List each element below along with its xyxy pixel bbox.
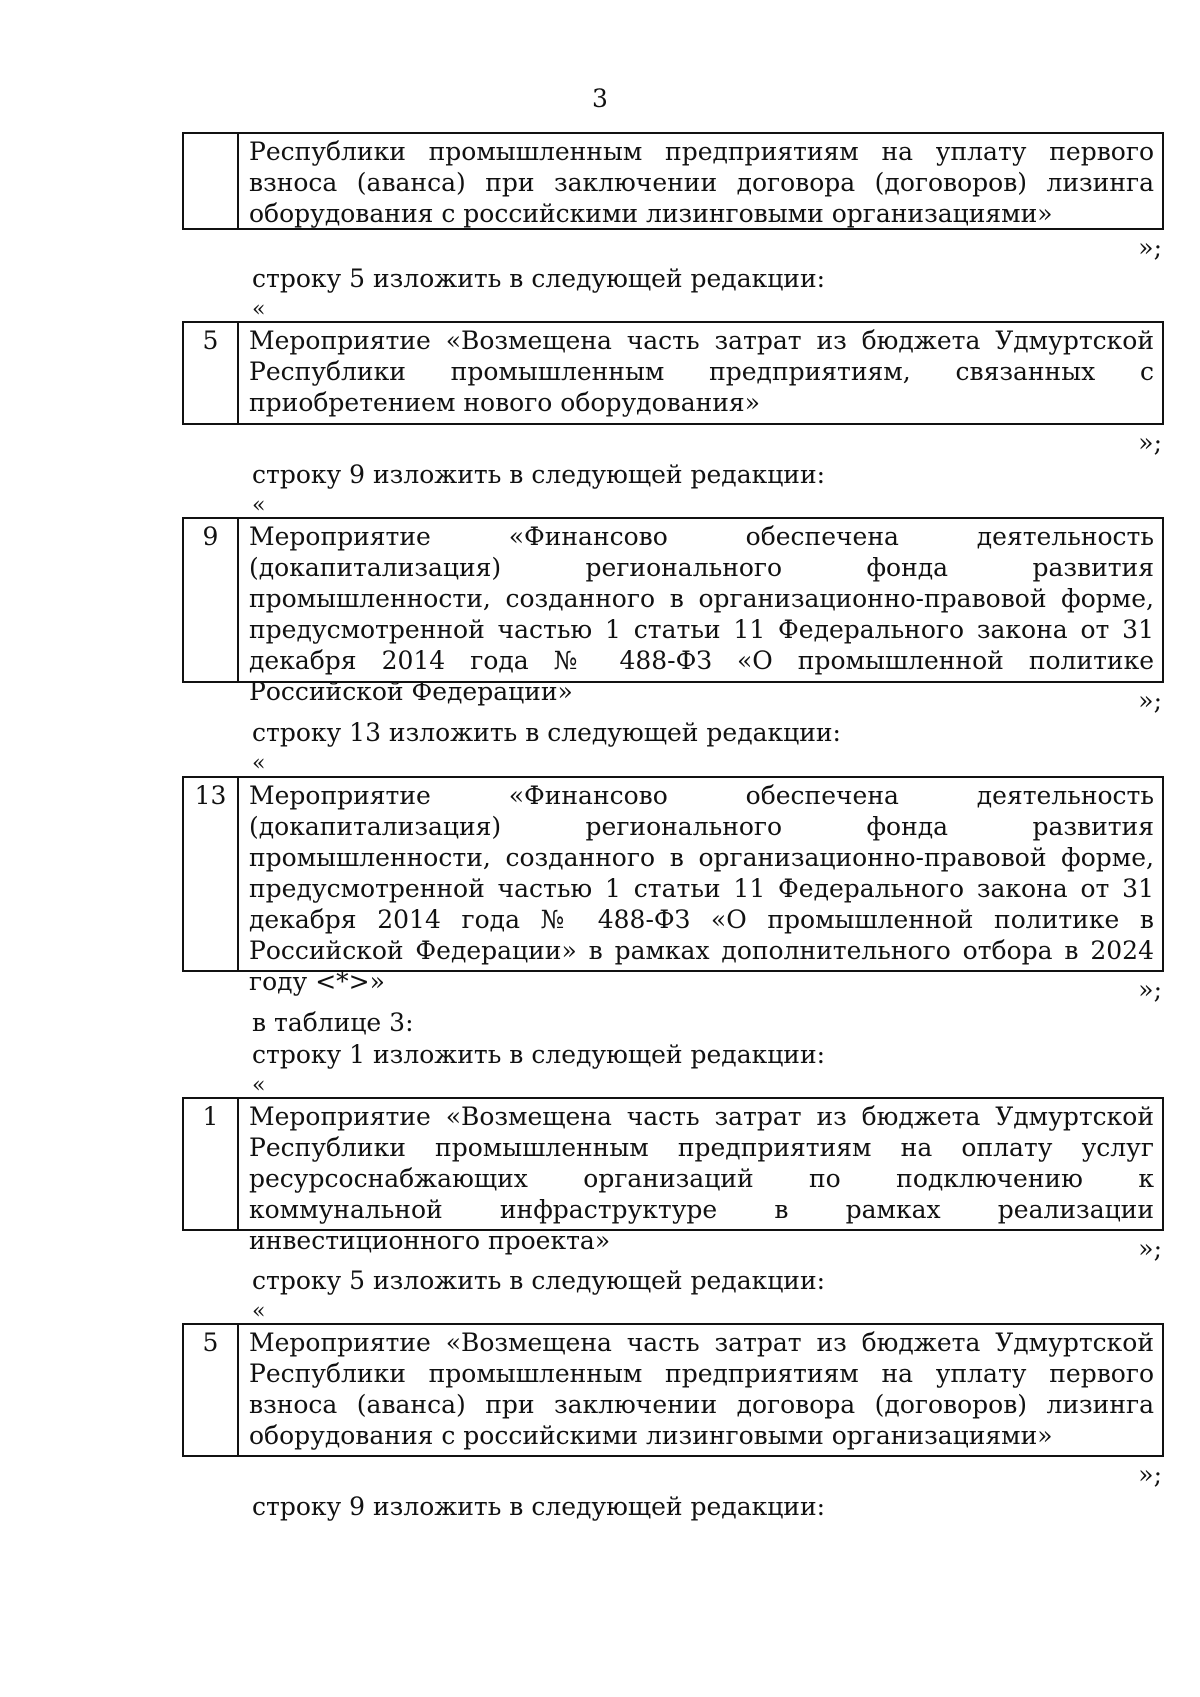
row-text: Мероприятие «Возмещена часть затрат из бюджета Удмуртской Республики промышленным предприятиям на оплату услуг ресурсоснабжающих организаций по подключению к коммунальной инфраструктуре в рамках реализации инвестиционного проекта» [249, 1102, 1154, 1255]
table-row [182, 517, 1164, 706]
closing-quote: »; [1138, 233, 1162, 262]
table-row [182, 1323, 1164, 1457]
table-row [182, 776, 1164, 996]
table-row [182, 1097, 1164, 1255]
instruction-text: в таблице 3: [252, 1008, 414, 1037]
table-row [182, 321, 1164, 425]
closing-quote: »; [1138, 975, 1162, 1004]
opening-quote: « [252, 1299, 266, 1324]
opening-quote: « [252, 297, 266, 322]
row-text: Мероприятие «Возмещена часть затрат из бюджета Удмуртской Республики промышленным предприятиям, связанных с приобретением нового оборудования» [249, 326, 1154, 417]
instruction-text: строку 9 изложить в следующей редакции: [252, 1492, 826, 1521]
row-text: Мероприятие «Финансово обеспечена деятельность (докапитализация) регионального фонда развития промышленности, созданного в организационно-правовой форме, предусмотренной частью 1 статьи 11 Федерального закона от 31 декабря 2014 года № 488-ФЗ «О промышленной политике в Российской Федерации» в рамках дополнительного отбора в 2024 году <*>» [249, 781, 1154, 996]
instruction-text: строку 5 изложить в следующей редакции: [252, 264, 826, 293]
page-number: 3 [592, 84, 608, 113]
opening-quote: « [252, 751, 266, 776]
row-number: 9 [184, 519, 239, 681]
row-text: Республики промышленным предприятиям на уплату первого взноса (аванса) при заключении договора (договоров) лизинга оборудования с российскими лизинговыми организациями» [249, 137, 1154, 228]
row-text: Мероприятие «Возмещена часть затрат из бюджета Удмуртской Республики промышленным предприятиям на уплату первого взноса (аванса) при заключении договора (договоров) лизинга оборудования с российскими лизинговыми организациями» [249, 1328, 1154, 1450]
instruction-text: строку 5 изложить в следующей редакции: [252, 1266, 826, 1295]
row-number: 5 [184, 323, 239, 423]
instruction-text: строку 13 изложить в следующей редакции: [252, 718, 841, 747]
instruction-text: строку 9 изложить в следующей редакции: [252, 460, 826, 489]
closing-quote: »; [1138, 1460, 1162, 1489]
closing-quote: »; [1138, 428, 1162, 457]
opening-quote: « [252, 493, 266, 518]
table-row [182, 132, 1164, 230]
row-number: 1 [184, 1099, 239, 1229]
closing-quote: »; [1138, 1234, 1162, 1263]
instruction-text: строку 1 изложить в следующей редакции: [252, 1040, 826, 1069]
row-text: Мероприятие «Финансово обеспечена деятельность (докапитализация) регионального фонда развития промышленности, созданного в организационно-правовой форме, предусмотренной частью 1 статьи 11 Федерального закона от 31 декабря 2014 года № 488-ФЗ «О промышленной политике Российской Федерации» [249, 522, 1154, 706]
row-number: 5 [184, 1325, 239, 1455]
opening-quote: « [252, 1073, 266, 1098]
row-number [184, 134, 239, 228]
row-number: 13 [184, 778, 239, 970]
closing-quote: »; [1138, 686, 1162, 715]
